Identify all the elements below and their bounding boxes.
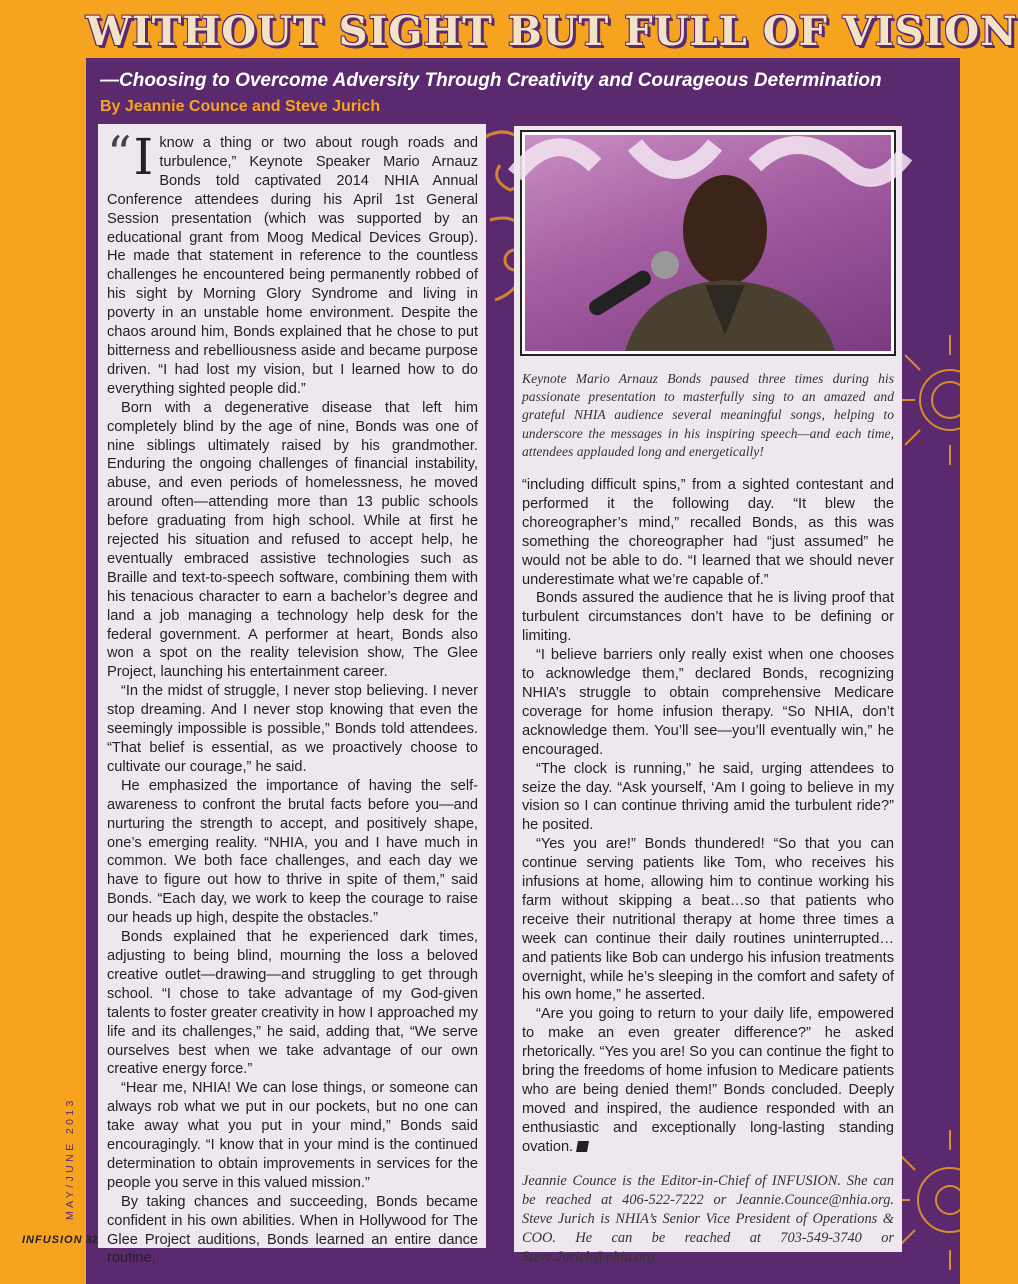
page-number: 32: [85, 1234, 98, 1246]
right-article-column: [514, 126, 902, 1265]
article-paragraph: “I believe barriers only really exist when one chooses to acknowledge them,” declared Bonds, recognizing NHIA’s struggle to obtain comprehensive Medicare coverage for home infusion therapy. “So NHIA, don’t acknowledge them. You’ll see—you’ll eventually win,” he encouraged.: [522, 647, 894, 758]
article-paragraph: He emphasized the importance of having the self-awareness to confront the brutal facts before you—and nurturing the strength to accept, and positively shape, one’s emerging reality. “NHIA, you and I have much in common. We both face challenges, and each day we have to figure out how to thrive in spite of them,” said Bonds. “Each day, we work to keep the courage to raise our heads up high, despite the obstacles.”: [107, 777, 478, 927]
article-paragraph: “In the midst of struggle, I never stop believing. I never stop dreaming. And I never stop knowing that even the seemingly impossible is possible,” Bonds told attendees. “That belief is essential, as we proactively choose to cultivate our courage,” he said.: [107, 683, 478, 775]
left-article-column: [98, 124, 486, 1267]
end-mark-icon: [576, 1141, 589, 1152]
speaker-photo-frame: [520, 130, 896, 356]
article-paragraph: Bonds assured the audience that he is living proof that turbulent circumstances don’t have to be defining or limiting.: [522, 590, 894, 645]
dropcap-quote: “: [107, 126, 132, 182]
dropcap-letter: I: [133, 128, 154, 186]
magazine-brand: INFUSION: [22, 1234, 83, 1246]
article-paragraph: By taking chances and succeeding, Bonds became confident in his own abilities. When in Hollywood for The Glee Project auditions, Bonds learned an entire dance routine,: [107, 1193, 478, 1267]
author-bio: Jeannie Counce is the Editor-in-Chief of INFUSION. She can be reached at 406-522-7222 or Jeannie.Counce@nhia.org. Steve Jurich is NHIA’s Senior Vice President of Operations & COO. He can be reached at 703-549-3740 or Steve.Jurich@nhia.org.: [522, 1173, 894, 1265]
speaker-photo: [525, 135, 891, 351]
article-paragraph: Bonds explained that he experienced dark times, adjusting to being blind, mourning the loss a beloved creative outlet—drawing—and struggling to get through school. “I chose to take advantage of my God-given talents to foster greater creativity in how I approached my life and its challenges,” he said, adding that, “We serve ourselves best when we take advantage of our own creative energy force.”: [107, 929, 478, 1078]
right-column-text: [522, 476, 894, 1157]
article-paragraph: “Yes you are!” Bonds thundered! “So that you can continue serving patients like Tom, who receives his infusions at home, allowing him to continue working his farm without skipping a beat…so that patients who receive their nutritional therapy at home three times a week can continue their daily routines uninterrupted…and patients like Bob can undergo his infusion treatments overnight, while he’s sleeping in the comfort and safety of his own home,” he asserted.: [522, 836, 894, 1004]
subtitle: —Choosing to Overcome Adversity Through Creativity and Courageous Determination: [100, 70, 882, 91]
speaker-silhouette-icon: [525, 135, 891, 351]
article-paragraph: [522, 1005, 894, 1156]
article-paragraph: “The clock is running,” he said, urging attendees to seize the day. “Ask yourself, ‘Am I going to believe in my vision so I can continue thriving amid the turbulent ride?” he posited.: [522, 760, 894, 834]
paragraph-text: know a thing or two about rough roads and turbulence,” Keynote Speaker Mario Arnauz Bonds told captivated 2014 NHIA Annual Conference attendees during his April 1st General Session presentation (which was supported by an educational grant from Moog Medical Devices Group). He made that statement in reference to the countless challenges he encountered being permanently robbed of his sight by Morning Glory Syndrome and living in poverty in an unstable home environment. Despite the chaos around him, Bonds explained that he chose to put bitterness and rebelliousness aside and became purpose driven. “I had lost my vision, but I learned how to do everything sighted people did.”: [107, 135, 478, 397]
opening-paragraph: [107, 126, 478, 399]
article-paragraph: “including difficult spins,” from a sighted contestant and performed it the following day. “It blew the choreographer’s mind,” recalled Bonds, as this was something the choreographer had “just assumed” he would not be able to do. “I learned that we should never underestimate what we’re capable of.”: [522, 477, 894, 588]
issue-date: MAY/JUNE 2013: [64, 1097, 76, 1220]
photo-caption: Keynote Mario Arnauz Bonds paused three times during his passionate presentation to masterfully sing to an amazed and grateful NHIA audience several meaningful songs, helping to underscore the messages in his inspiring speech—and each time, attendees applauded long and energetically!: [522, 371, 894, 459]
article-paragraph: “Hear me, NHIA! We can lose things, or someone can always rob what we put in our pockets, but no one can take away what you put in your mind,” Bonds said encouragingly. “I know that in your mind is the continued determination to obtain improvements in services for the people you serve in this valued mission.”: [107, 1080, 478, 1191]
page-folio: [22, 1234, 98, 1246]
headline: WITHOUT SIGHT BUT FULL OF VISION: [86, 8, 1018, 55]
left-margin-strip: [0, 0, 86, 1284]
closing-paragraph-text: “Are you going to return to your daily life, empowered to make an even greater difference?” he asked rhetorically. “Yes you are! So you can continue the fight to bring the freedoms of home infusion to Medicare patients who are being denied them!” Bonds concluded. Deeply moved and inspired, the audience responded with an enthusiastic and exceptionally long-lasting standing ovation.: [522, 1006, 894, 1155]
issue-date-vertical: [60, 1097, 80, 1220]
byline: By Jeannie Counce and Steve Jurich: [100, 98, 381, 115]
article-paragraph: Born with a degenerative disease that left him completely blind by the age of nine, Bonds was one of nine siblings ultimately raised by his grandmother. Enduring the ongoing challenges of financial instability, abuse, and even periods of homelessness, he moved around often—attending more than 13 public schools before graduating from high school. While at first he rejected his situation and refused to accept help, he eventually embraced assistive technologies such as Braille and text-to-speech software, combining them with his tenacious character to earn a bachelor’s degree and land a job managing a technology help desk for the federal government. A performer at heart, Bonds also won a spot on the reality television show, The Glee Project, launching his entertainment career.: [107, 399, 478, 681]
